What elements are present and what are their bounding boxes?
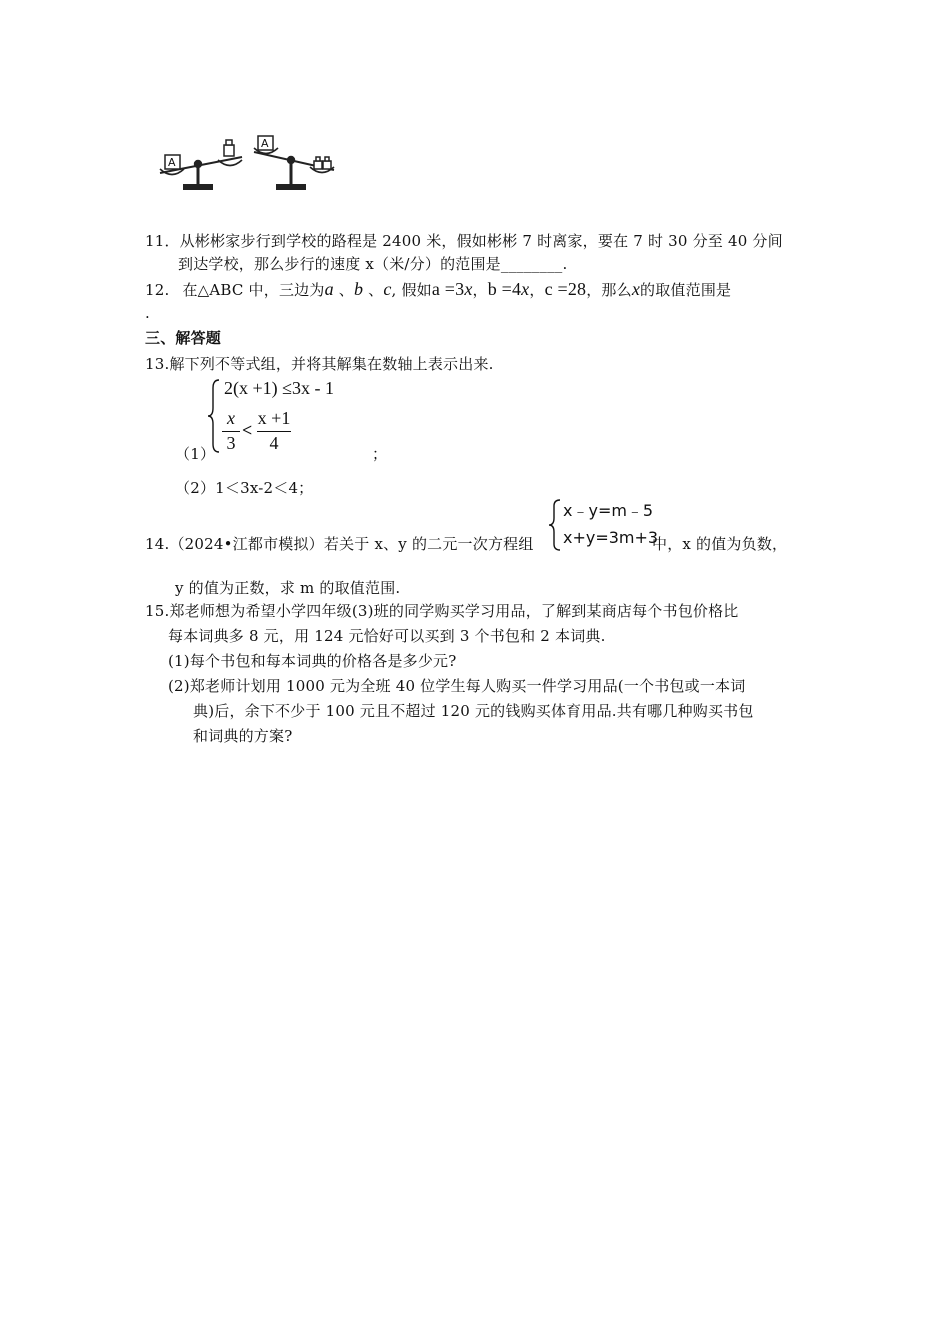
q12-text-1: 在△ABC 中，三边为	[182, 281, 325, 299]
q13-less-than: <	[242, 420, 253, 440]
q12-comma-1: ，	[472, 281, 488, 299]
var-b: b	[353, 279, 364, 299]
q15-line1: 15.郑老师想为希望小学四年级(3)班的同学购买学习用品，了解到某商店每个书包价格比	[145, 602, 739, 620]
q15-sub1: (1)每个书包和每本词典的价格各是多少元?	[168, 652, 457, 670]
q14-brace-icon	[548, 498, 562, 552]
q12-var-x-3: x	[631, 279, 641, 299]
q12-sep-1: 、	[333, 281, 354, 299]
q12-trailing-dot: .	[145, 304, 150, 322]
q14-stem-left: 14.（2024•江都市模拟）若关于 x、y 的二元一次方程组	[145, 535, 534, 553]
balance-scales-figure	[150, 132, 350, 200]
q12-var-x-1: x	[464, 279, 473, 299]
q11-line1: 11．从彬彬家步行到学校的路程是 2400 米，假如彬彬 7 时离家，要在 7 时 30 分至 40 分间	[145, 232, 783, 250]
q13-part1-label: （1）	[175, 445, 216, 463]
q12-eq-c: c =28	[544, 279, 587, 299]
q15-sub2-line1: (2)郑老师计划用 1000 元为全班 40 位学生每人购买一件学习用品(一个书包或一本词	[168, 677, 746, 695]
q12-text-2: , 假如	[391, 281, 432, 299]
q12-comma-2: ，	[529, 281, 545, 299]
q13-inequality-1: 2(x +1) ≤3x - 1	[224, 378, 335, 398]
q12-sep-2: 、	[363, 281, 384, 299]
q12-eq-b: b =4	[487, 279, 522, 299]
weight-icon	[224, 140, 234, 156]
q12-number: 12.	[145, 281, 170, 299]
q12-line1	[145, 279, 731, 300]
q13-frac1-numerator: x	[227, 408, 235, 428]
q13-frac2-numerator: x +1	[257, 408, 291, 428]
q15-line2: 每本词典多 8 元，用 124 元恰好可以买到 3 个书包和 2 本词典.	[168, 627, 606, 645]
var-a: a	[324, 279, 334, 299]
q13-frac1-denominator: 3	[226, 433, 236, 453]
section-title: 三、解答题	[145, 329, 222, 347]
box-a-1-label: A	[168, 156, 176, 169]
q14-equation-bottom: x+y=3m+3	[563, 528, 659, 547]
q13-frac2-denominator: 4	[269, 433, 279, 453]
q14-equation-top: x﹣y=m﹣5	[563, 501, 654, 520]
box-a-2-label: A	[261, 137, 269, 150]
q14-line2: y 的值为正数，求 m 的取值范围.	[175, 579, 401, 597]
q13-semicolon: ；	[372, 445, 388, 463]
q11-line2: 到达学校，那么步行的速度 x（米/分）的范围是________.	[178, 255, 568, 273]
q12-eq-a: a =3	[431, 279, 465, 299]
q13-frac1-bar	[222, 431, 240, 432]
weights-icon	[314, 157, 331, 169]
q13-brace-icon	[207, 378, 221, 454]
q15-sub2-line2: 典)后，余下不少于 100 元且不超过 120 元的钱购买体育用品.共有哪几种购买书包	[193, 702, 754, 720]
var-c: c	[383, 279, 392, 299]
q12-var-x-2: x	[521, 279, 530, 299]
q13-stem: 13.解下列不等式组，并将其解集在数轴上表示出来.	[145, 355, 494, 373]
q13-part2: （2）1＜3x-2＜4；	[175, 479, 314, 497]
q13-frac2-bar	[257, 431, 291, 432]
q14-stem-right: 中，x 的值为负数，	[652, 535, 788, 553]
q12-text-4: 的取值范围是	[640, 281, 732, 299]
q15-sub2-line3: 和词典的方案?	[193, 727, 293, 745]
q12-text-3: ，那么	[586, 281, 632, 299]
